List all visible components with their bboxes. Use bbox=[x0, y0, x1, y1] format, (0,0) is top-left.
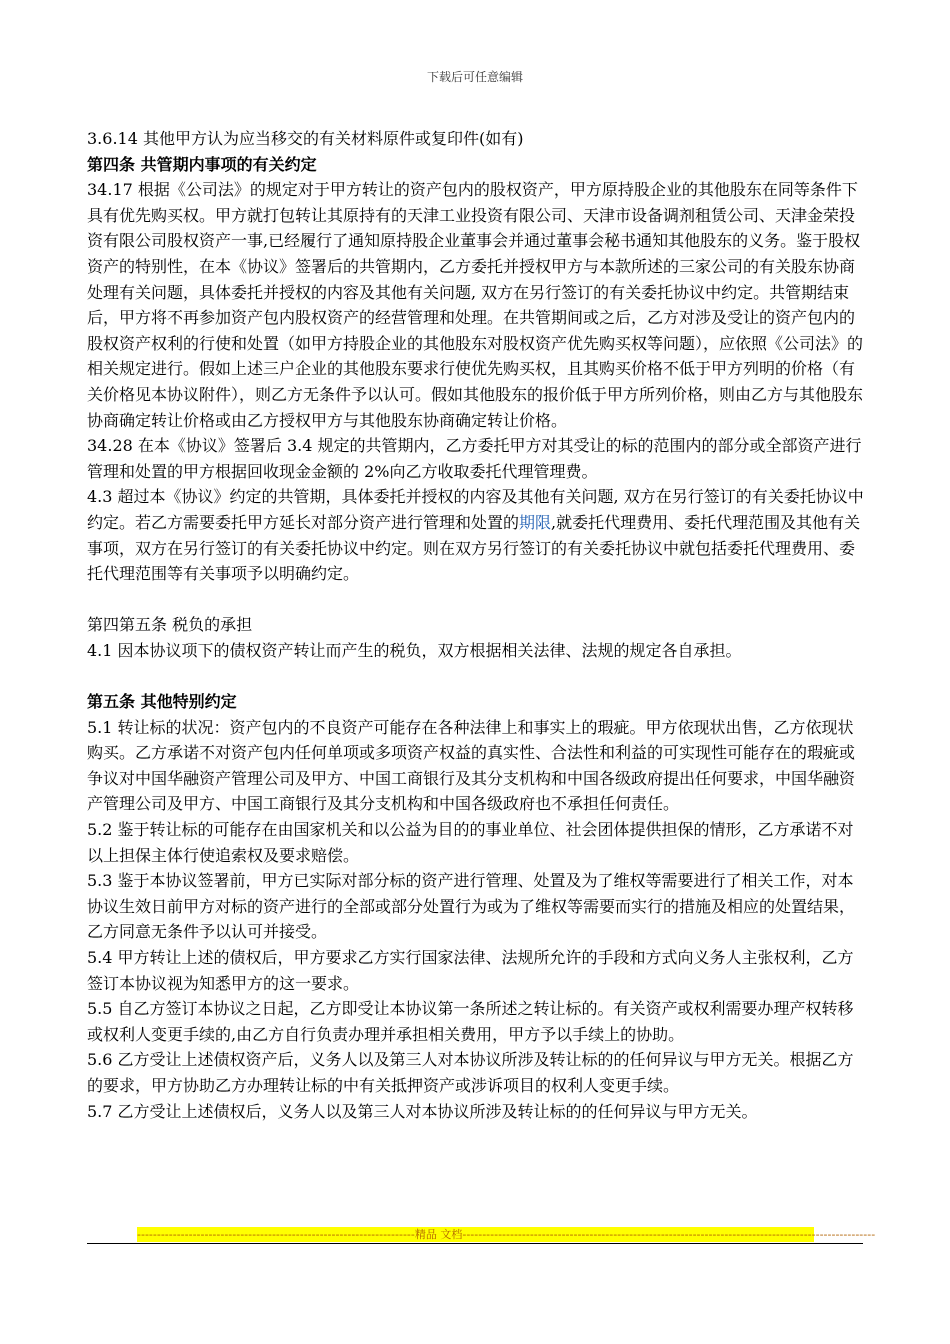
clause-4-3 bbox=[87, 484, 867, 586]
spacer bbox=[87, 587, 867, 613]
clause-34-17: 34.17 根据《公司法》的规定对于甲方转让的资产包内的股权资产，甲方原持股企业的其他股东在同等条件下具有优先购买权。甲方就打包转让其原持有的天津工业投资有限公司、天津市设备调剂租赁公司、天津金荣投资有限公司股权资产一事,已经履行了通知原持股企业董事会并通过董事会秘书通知其他股东的义务。鉴于股权资产的特别性，在本《协议》签署后的共管期内，乙方委托并授权甲方与本款所述的三家公司的有关股东协商处理有关问题，具体委托并授权的内容及其他有关问题, 双方在另行签订的有关委托协议中约定。共管期结束后，甲方将不再参加资产包内股权资产的经营管理和处理。在共管期间或之后，乙方对涉及受让的资产包内的股权资产权利的行使和处置（如甲方持股企业的其他股东对股权资产优先购买权等问题），应依照《公司法》的相关规定进行。假如上述三户企业的其他股东要求行使优先购买权，且其购买价格不低于甲方列明的价格（有关价格见本协议附件），则乙方无条件予以认可。假如其他股东的报价低于甲方所列价格，则由乙方与其他股东协商确定转让价格或由乙方授权甲方与其他股东协商确定转让价格。 bbox=[87, 180, 864, 430]
clause-5-2: 5.2 鉴于转让标的可能存在由国家机关和以公益为目的的事业单位、社会团体提供担保的情形，乙方承诺不对以上担保主体行使追索权及要求赔偿。 bbox=[87, 820, 854, 865]
spacer bbox=[87, 663, 867, 689]
article-5-heading: 第五条 其他特别约定 bbox=[87, 692, 237, 712]
footer-banner bbox=[137, 1227, 876, 1242]
clause-5-6: 5.6 乙方受让上述债权资产后，义务人以及第三人对本协议所涉及转让标的的任何异议与甲方无关。根据乙方的要求，甲方协助乙方办理转让标的中有关抵押资产或涉诉项目的权利人变更手续。 bbox=[87, 1050, 854, 1095]
document-body bbox=[87, 126, 867, 1124]
footer-dashes-right: -------------------------------------------------------------------------------------------------------- bbox=[462, 1228, 876, 1241]
tax-heading: 第四第五条 税负的承担 bbox=[87, 615, 253, 635]
clause-4-3-text-a: 4.3 超过本《协议》约定的共管期，具体委托并授权的内容及其他有关问题, 双方在另行签订的有关委托协议中约定。若乙方需要委托甲方延长对部分资产进行管理和处置的 bbox=[87, 487, 864, 532]
clause-5-3: 5.3 鉴于本协议签署前，甲方已实际对部分标的资产进行管理、处置及为了维权等需要进行了相关工作，对本协议生效日前甲方对标的资产进行的全部或部分处置行为或为了维权等需要而实行的措施及相应的处置结果，乙方同意无条件予以认可并接受。 bbox=[87, 871, 856, 942]
footer-dashes-left: ---------------------------------------------------------------------- bbox=[137, 1228, 415, 1241]
clause-5-5: 5.5 自乙方签订本协议之日起，乙方即受让本协议第一条所述之转让标的。有关资产或权利需要办理产权转移或权利人变更手续的,由乙方自行负责办理并承担相关费用，甲方予以手续上的协助。 bbox=[87, 999, 854, 1044]
article-4-heading: 第四条 共管期内事项的有关约定 bbox=[87, 154, 317, 174]
clause-4-3-text-b: ,就委托代理费用、委托代理范围及其他有关事项，双方在另行签订的有关委托协议中约定。则在双方另行签订的有关委托协议中就包括委托代理费用、委托代理范围等有关事项予以明确约定。 bbox=[87, 512, 861, 584]
clause-5-1: 5.1 转让标的状况：资产包内的不良资产可能存在各种法律上和事实上的瑕疵。甲方依现状出售，乙方依现状购买。乙方承诺不对资产包内任何单项或多项资产权益的真实性、合法性和利益的可实现性可能存在的瑕疵或争议对中国华融资产管理公司及甲方、中国工商银行及其分支机构和中国各级政府提出任何要求，中国华融资产管理公司及甲方、中国工商银行及其分支机构和中国各级政府也不承担任何责任。 bbox=[87, 717, 856, 814]
clause-34-28: 34.28 在本《协议》签署后 3.4 规定的共管期内，乙方委托甲方对其受让的标的范围内的部分或全部资产进行管理和处置的甲方根据回收现金金额的 2%向乙方收取委托代理管理费。 bbox=[87, 436, 862, 481]
clause-5-4: 5.4 甲方转让上述的债权后，甲方要求乙方实行国家法律、法规所允许的手段和方式向义务人主张权利，乙方签订本协议视为知悉甲方的这一要求。 bbox=[87, 948, 854, 993]
footer-rule bbox=[87, 1243, 863, 1244]
term-link[interactable]: 期限 bbox=[519, 512, 552, 532]
footer-text: 精品 文档 bbox=[414, 1228, 463, 1241]
page-header: 下载后可任意编辑 bbox=[426, 70, 523, 84]
clause-3-6-14: 3.6.14 其他甲方认为应当移交的有关材料原件或复印件(如有) bbox=[87, 129, 524, 148]
clause-4-1: 4.1 因本协议项下的债权资产转让而产生的税负，双方根据相关法律、法规的规定各自承担。 bbox=[87, 640, 742, 660]
clause-5-7: 5.7 乙方受让上述债权后，义务人以及第三人对本协议所涉及转让标的的任何异议与甲方无关。 bbox=[87, 1101, 758, 1121]
